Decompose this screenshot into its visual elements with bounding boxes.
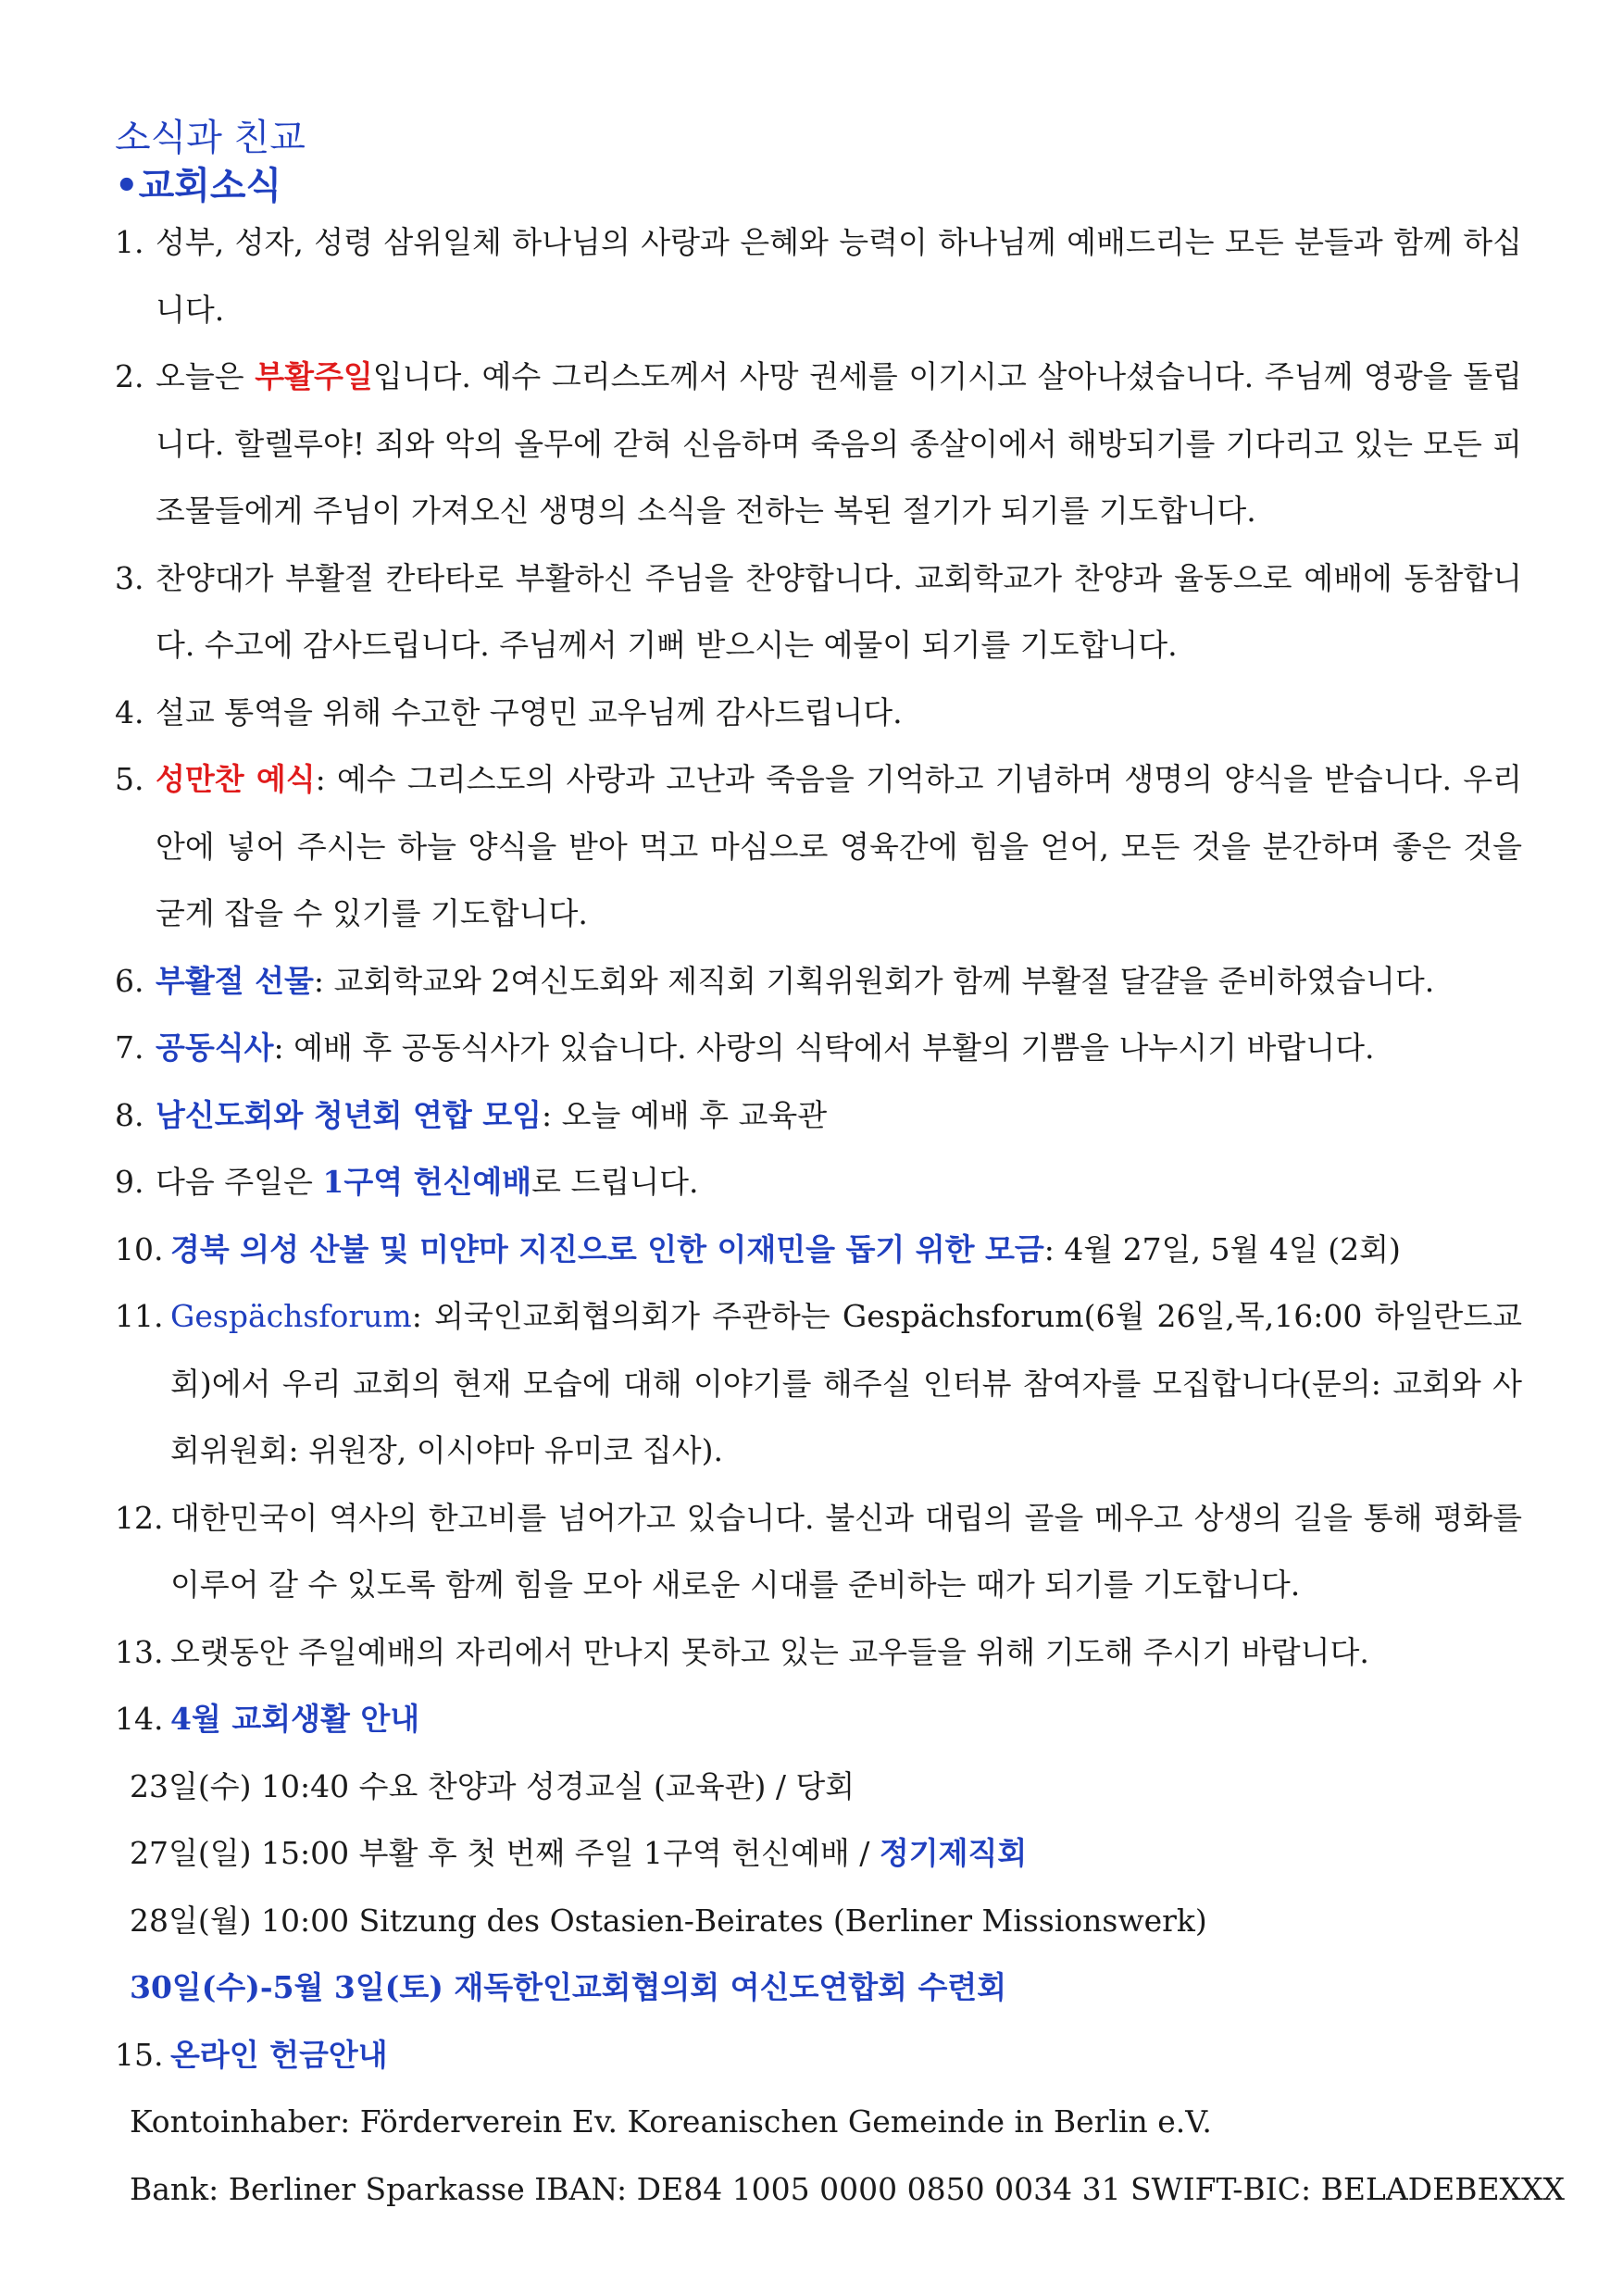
online-offering-highlight: 온라인 헌금안내	[170, 2036, 388, 2073]
news-item-4	[115, 680, 1522, 747]
news-list	[115, 209, 1566, 2223]
dedication-service-highlight: 1구역 헌신예배	[322, 1164, 532, 1200]
news-item-13	[115, 1619, 1522, 1687]
news-item-11	[115, 1283, 1522, 1485]
news-item-15	[115, 2022, 1522, 2090]
item-text: 성부, 성자, 성령 삼위일체 하나님의 사랑과 은혜와 능력이 하나님께 예배드리는 모든 분들과 함께 하십니다.	[156, 224, 1522, 328]
schedule-line-3: 28일(월) 10:00 Sitzung des Ostasien-Beirates (Berliner Missionswerk)	[130, 1902, 1207, 1939]
news-item-10	[115, 1217, 1522, 1284]
item-number: 11.	[115, 1298, 164, 1334]
council-meeting-highlight: 정기제직회	[879, 1835, 1028, 1871]
easter-gift-highlight: 부활절 선물	[156, 962, 314, 999]
item-text: 입니다. 예수 그리스도께서 사망 권세를 이기시고 살아나셨습니다. 주님께 영광을 돌립니다. 할렐루야! 죄와 악의 올무에 갇혀 신음하며 죽음의 종살이에서 해방되기를 기다리고 있는 모든 피조물들에게 주님이 가져오신 생명의 소식을 전하는 복된 절기가 되기를 기도합니다.	[156, 358, 1522, 529]
item-text: : 예수 그리스도의 사랑과 고난과 죽음을 기억하고 기념하며 생명의 양식을 받습니다. 우리 안에 넣어 주시는 하늘 양식을 받아 먹고 마심으로 영육간에 힘을 얻어, 모든 것을 분간하며 좋은 것을 굳게 잡을 수 있기를 기도합니다.	[156, 761, 1522, 931]
bank-holder: Kontoinhaber: Förderverein Ev. Koreanischen Gemeinde in Berlin e.V.	[130, 2103, 1212, 2140]
item-text: : 예배 후 공동식사가 있습니다. 사랑의 식탁에서 부활의 기쁨을 나누시기 바랍니다.	[273, 1029, 1375, 1066]
item-number: 14.	[115, 1701, 164, 1737]
schedule-line-2	[115, 1820, 1522, 1888]
section-subtitle: •교회소식	[115, 165, 282, 207]
schedule-line-2-text: 27일(일) 15:00 부활 후 첫 번째 주일 1구역 헌신예배 /	[130, 1835, 880, 1871]
common-meal-highlight: 공동식사	[156, 1029, 274, 1066]
schedule-line-1: 23일(수) 10:40 수요 찬양과 성경교실 (교육관) / 당회	[130, 1767, 855, 1804]
item-number: 13.	[115, 1633, 164, 1670]
item-text: : 외국인교회협의회가 주관하는 Gespächsforum(6월 26일,목,16:00 하일란드교회)에서 우리 교회의 현재 모습에 대해 이야기를 해주실 인터뷰 참여자를 모집합니다(문의: 교회와 사회위원회: 위원장, 이시야마 유미코 집사).	[170, 1298, 1522, 1468]
item-number: 12.	[115, 1499, 164, 1536]
news-item-2	[115, 343, 1522, 545]
item-number: 2.	[115, 358, 144, 394]
item-text: 대한민국이 역사의 한고비를 넘어가고 있습니다. 불신과 대립의 골을 메우고 상생의 길을 통해 평화를 이루어 갈 수 있도록 함께 힘을 모아 새로운 시대를 준비하는 때가 되기를 기도합니다.	[170, 1499, 1522, 1603]
news-item-9	[115, 1149, 1522, 1217]
item-text: 설교 통역을 위해 수고한 구영민 교우님께 감사드립니다.	[156, 693, 903, 730]
item-text-pre: 오늘은	[156, 358, 256, 394]
joint-meeting-highlight: 남신도회와 청년회 연합 모임	[156, 1096, 543, 1133]
news-item-3	[115, 545, 1522, 680]
item-text: : 4월 27일, 5월 4일 (2회)	[1043, 1230, 1401, 1267]
item-number: 9.	[115, 1164, 144, 1200]
item-number: 5.	[115, 761, 144, 797]
news-item-12	[115, 1485, 1522, 1619]
news-item-5	[115, 746, 1522, 948]
item-number: 4.	[115, 693, 144, 730]
item-text: : 교회학교와 2여신도회와 제직회 기획위원회가 함께 부활절 달걀을 준비하였습니다.	[313, 962, 1435, 999]
news-item-14	[115, 1686, 1522, 1753]
fundraising-highlight: 경북 의성 산불 및 미얀마 지진으로 인한 이재민을 돕기 위한 모금	[170, 1230, 1044, 1267]
item-text: 찬양대가 부활절 칸타타로 부활하신 주님을 찬양합니다. 교회학교가 찬양과 율동으로 예배에 동참합니다. 수고에 감사드립니다. 주님께서 기뻐 받으시는 예물이 되기를 기도합니다.	[156, 559, 1522, 663]
item-text: 오랫동안 주일예배의 자리에서 만나지 못하고 있는 교우들을 위해 기도해 주시기 바랍니다.	[170, 1633, 1369, 1670]
news-item-6	[115, 948, 1522, 1016]
item-number: 3.	[115, 559, 144, 596]
news-item-7	[115, 1015, 1522, 1082]
item-text: 로 드립니다.	[531, 1164, 699, 1200]
forum-highlight: Gespächsforum	[170, 1298, 412, 1334]
item-number: 1.	[115, 224, 144, 260]
easter-sunday-highlight: 부활주일	[255, 358, 373, 394]
section-title: 소식과 친교	[115, 117, 306, 159]
item-number: 15.	[115, 2036, 164, 2073]
bank-details: Bank: Berliner Sparkasse IBAN: DE84 1005 0000 0850 0034 31 SWIFT-BIC: BELADEBEXXX	[130, 2170, 1566, 2207]
item-number: 6.	[115, 962, 144, 999]
schedule-line-4: 30일(수)-5월 3일(토) 재독한인교회협의회 여신도연합회 수련회	[130, 1969, 1007, 2005]
april-schedule-highlight: 4월 교회생활 안내	[170, 1701, 420, 1737]
news-item-8	[115, 1082, 1522, 1150]
item-number: 8.	[115, 1096, 144, 1133]
item-number: 10.	[115, 1230, 164, 1267]
news-item-1	[115, 209, 1522, 343]
item-text-pre: 다음 주일은	[156, 1164, 323, 1200]
item-text: : 오늘 예배 후 교육관	[542, 1096, 828, 1133]
item-number: 7.	[115, 1029, 144, 1066]
communion-highlight: 성만찬 예식	[156, 761, 316, 797]
